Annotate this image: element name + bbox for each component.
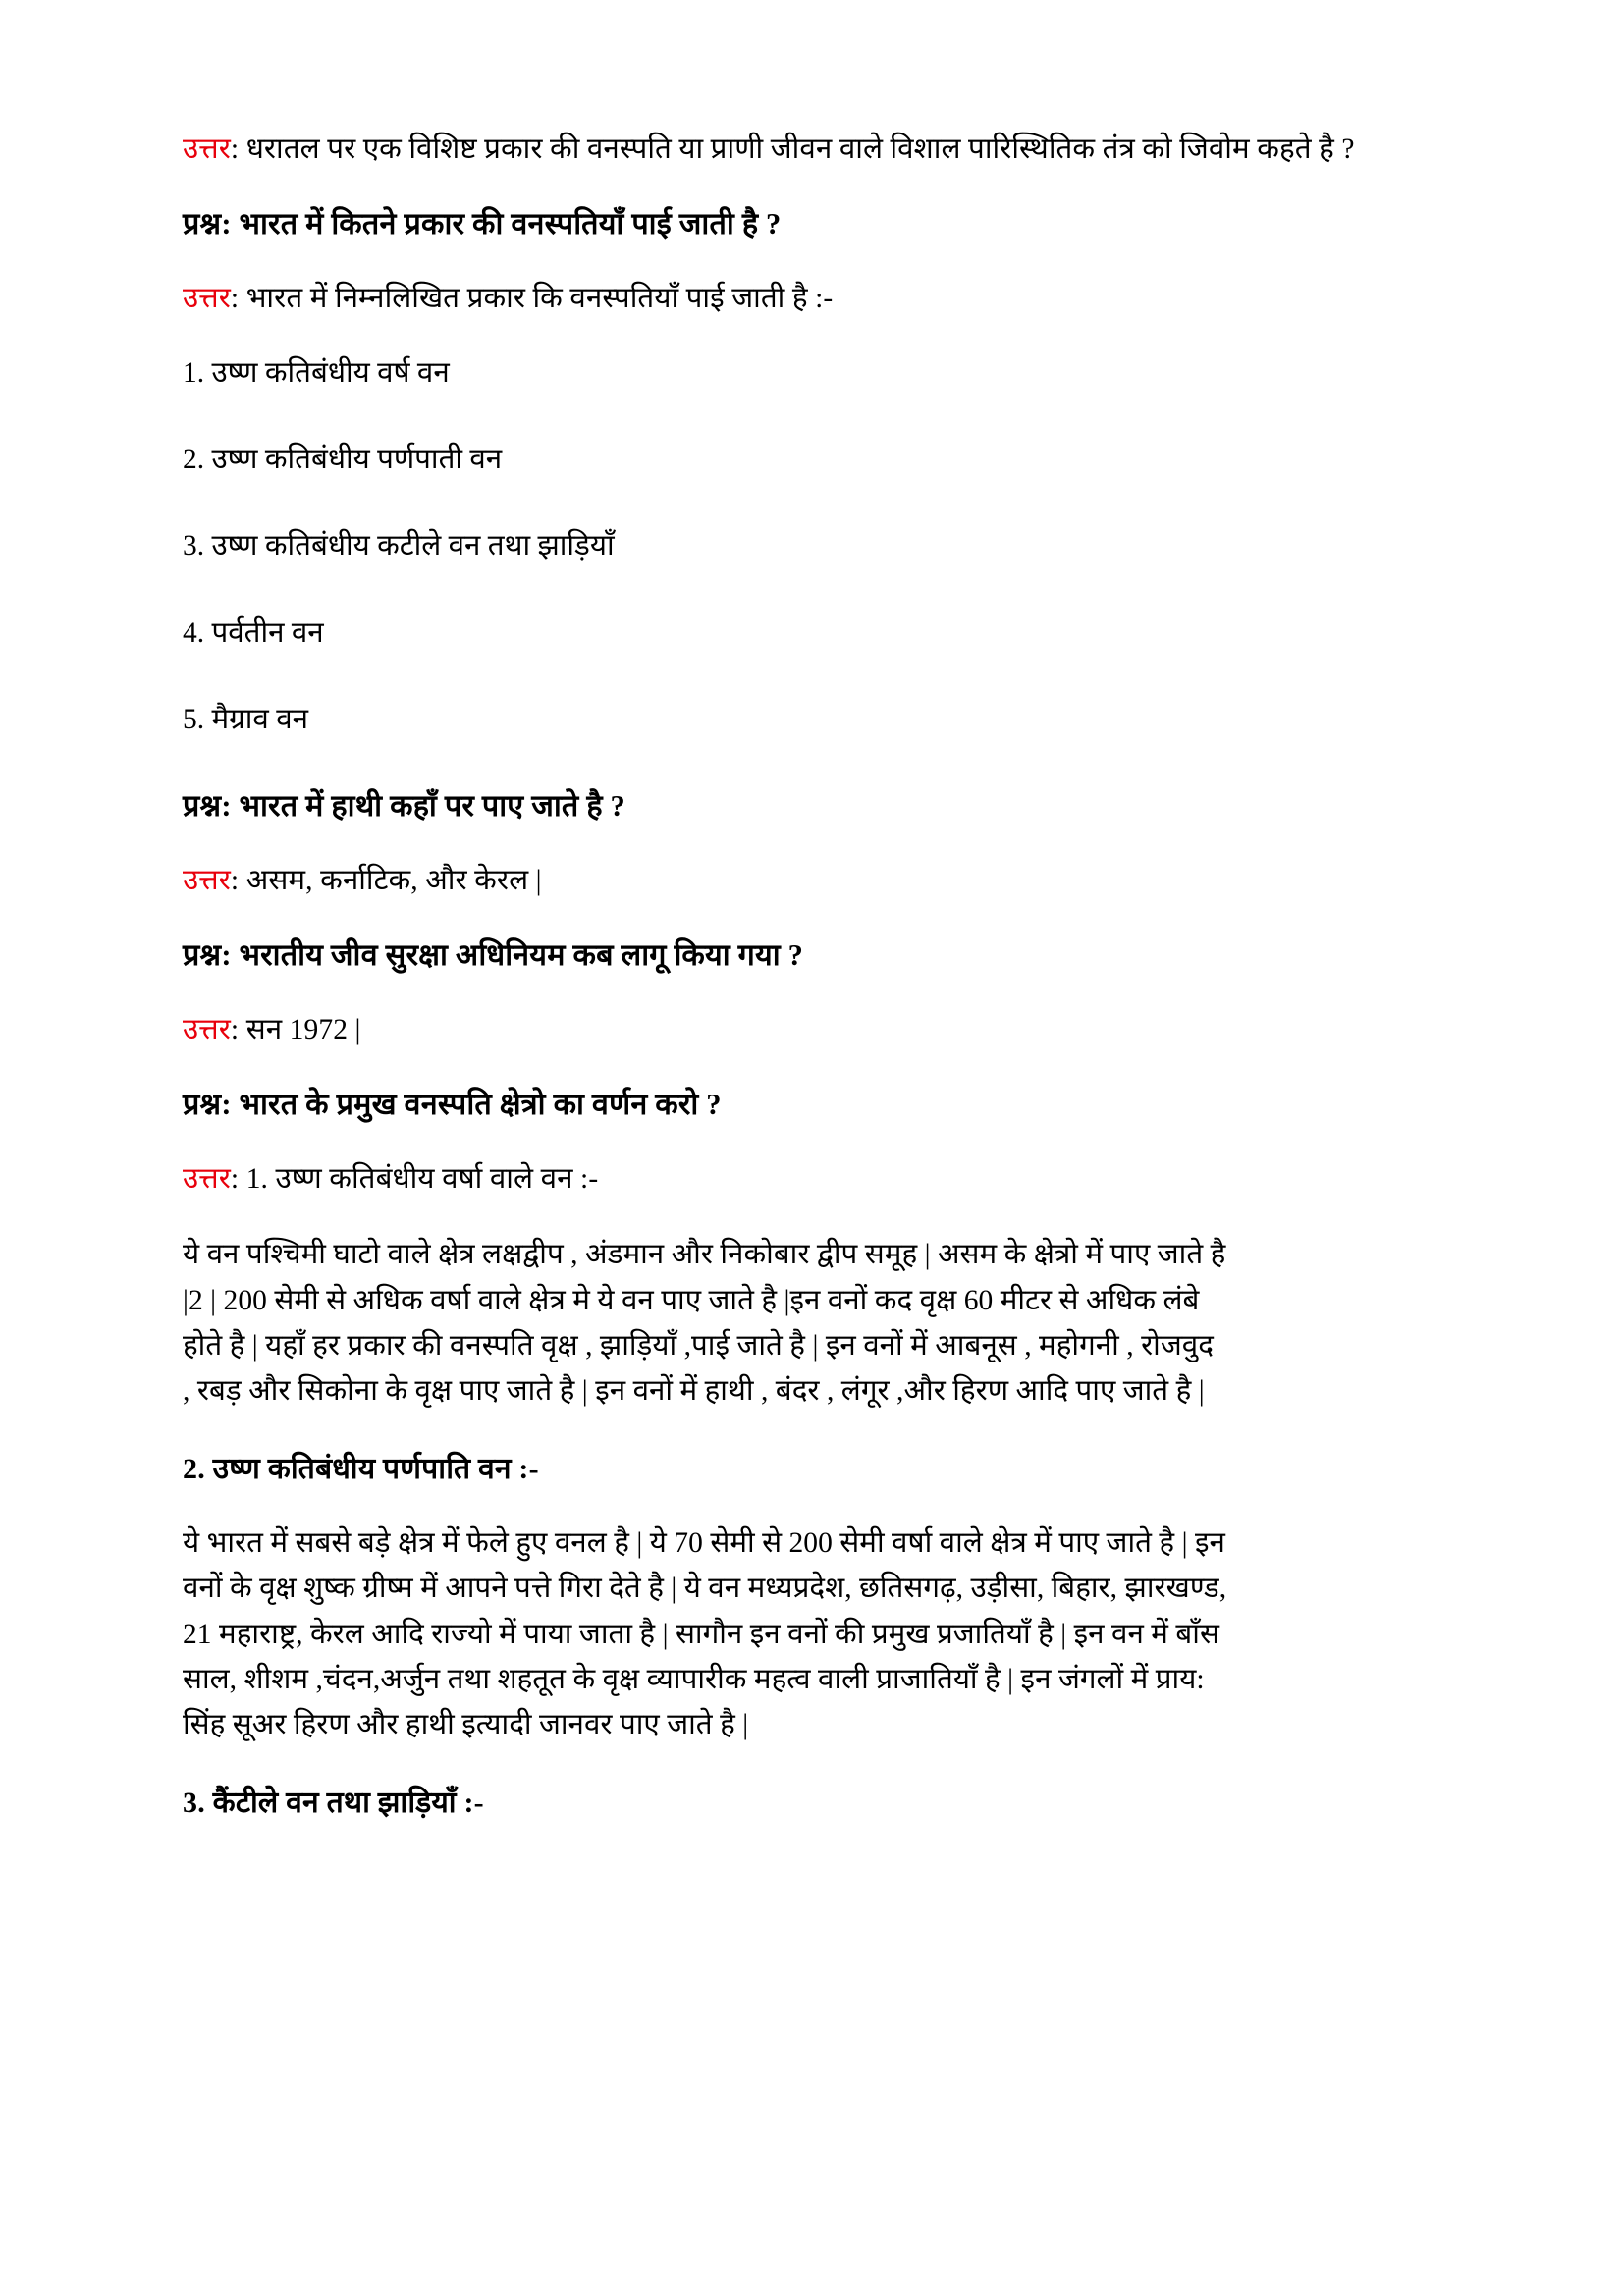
question-label: प्रश्न (183, 789, 222, 824)
list-item: 4. पर्वतीन वन (183, 616, 324, 649)
question-label: प्रश्न (183, 1088, 222, 1122)
subheading-deciduous-forest: 2. उष्ण कतिबंधीय पर्णपाति वन :- (183, 1452, 539, 1485)
question-elephants (183, 784, 1513, 828)
answer-types-intro-text: : भारत में निम्नलिखित प्रकार कि वनस्पतियाँ पाई जाती है :- (230, 283, 834, 315)
answer-label: उत्तर (183, 1014, 231, 1046)
subheading-thorn-forest: 3. कैंटीले वन तथा झाड़ियाँ :- (183, 1786, 484, 1819)
answer-regions-heading-paragraph (183, 1157, 1513, 1201)
paragraph-line: , रबड़ और सिकोना के वृक्ष पाए जाते है | इन वनों में हाथी , बंदर , लंगूर ,और हिरण आदि पाए जाते है | (183, 1375, 1205, 1408)
question-elephants-text: : भारत में हाथी कहाँ पर पाए जाते है ? (221, 789, 626, 824)
answer-regions-heading-text: : 1. उष्ण कतिबंधीय वर्षा वाले वन :- (230, 1163, 599, 1196)
answer-biome-paragraph (183, 128, 1513, 172)
answer-label: उत्तर (183, 1163, 231, 1196)
list-item: 5. मैग्राव वन (183, 703, 308, 735)
paragraph-line: सिंह सूअर हिरण और हाथी इत्यादी जानवर पाए जाते है | (183, 1709, 749, 1741)
question-label: प्रश्न (183, 206, 222, 240)
answer-wildlife-act-paragraph (183, 1008, 1513, 1052)
answer-types-intro-paragraph (183, 277, 1513, 321)
answer-label: उत्तर (183, 283, 231, 315)
answer-wildlife-act-text: : सन 1972 | (230, 1014, 361, 1046)
question-wildlife-act (183, 934, 1513, 977)
paragraph-line: ये भारत में सबसे बड़े क्षेत्र में फेले हुए वनल है | ये 70 सेमी से 200 सेमी वर्षा वाले क्षेत्र में पाए जाते है | इन (183, 1527, 1225, 1560)
question-vegetation-types-text: : भारत में कितने प्रकार की वनस्पतियाँ पाई जाती है ? (221, 206, 782, 240)
paragraph-rainforest (183, 1232, 1513, 1414)
paragraph-line: 21 महाराष्ट्र, केरल आदि राज्यो में पाया जाता है | सागौन इन वनों की प्रमुख प्रजातियाँ है | इन वन में बाँस (183, 1618, 1219, 1650)
paragraph-line: साल, शीशम ,चंदन,अर्जुन तथा शहतूत के वृक्ष व्यापारीक महत्व वाली प्राजातियाँ है | इन जंगलों में प्राय: (183, 1663, 1205, 1695)
question-vegetation-regions-text: : भारत के प्रमुख वनस्पति क्षेत्रो का वर्णन करो ? (221, 1088, 722, 1122)
answer-elephants-text: : असम, कर्नाटिक, और केरल | (230, 865, 542, 897)
answer-label: उत्तर (183, 133, 231, 165)
answer-elephants-paragraph (183, 859, 1513, 903)
list-item: 1. उष्ण कतिबंधीय वर्ष वन (183, 356, 450, 389)
answer-label: उत्तर (183, 865, 231, 897)
list-item: 2. उष्ण कतिबंधीय पर्णपाती वन (183, 444, 503, 476)
page-content (183, 128, 1513, 1824)
list-item: 3. उष्ण कतिबंधीय कटीले वन तथा झाड़ियाँ (183, 530, 615, 562)
question-vegetation-regions (183, 1083, 1513, 1126)
paragraph-line: वनों के वृक्ष शुष्क ग्रीष्म में आपने पत्ते गिरा देते है | ये वन मध्यप्रदेश, छतिसगढ़, उड़ीसा, बिहार, झारखण्ड, (183, 1573, 1227, 1605)
question-wildlife-act-text: : भरातीय जीव सुरक्षा अधिनियम कब लागू किया गया ? (221, 938, 804, 973)
question-label: प्रश्न (183, 938, 222, 973)
paragraph-line: होते है | यहाँ हर प्रकार की वनस्पति वृक्ष , झाड़ियाँ ,पाई जाते है | इन वनों में आबनूस , महोगनी , रोजवुद (183, 1329, 1214, 1362)
paragraph-line: ये वन पश्चिमी घाटो वाले क्षेत्र लक्षद्वीप , अंडमान और निकोबार द्वीप समूह | असम के क्षेत्रो में पाए जाते है (183, 1239, 1226, 1271)
question-vegetation-types (183, 202, 1513, 245)
paragraph-deciduous (183, 1521, 1513, 1748)
paragraph-line: |2 | 200 सेमी से अधिक वर्षा वाले क्षेत्र मे ये वन पाए जाते है |इन वनों कद वृक्ष 60 मीटर से अधिक लंबे (183, 1284, 1200, 1316)
answer-biome-text: : धरातल पर एक विशिष्ट प्रकार की वनस्पति या प्राणी जीवन वाले विशाल पारिस्थितिक तंत्र को जिवोम कहते है ? (230, 133, 1355, 165)
